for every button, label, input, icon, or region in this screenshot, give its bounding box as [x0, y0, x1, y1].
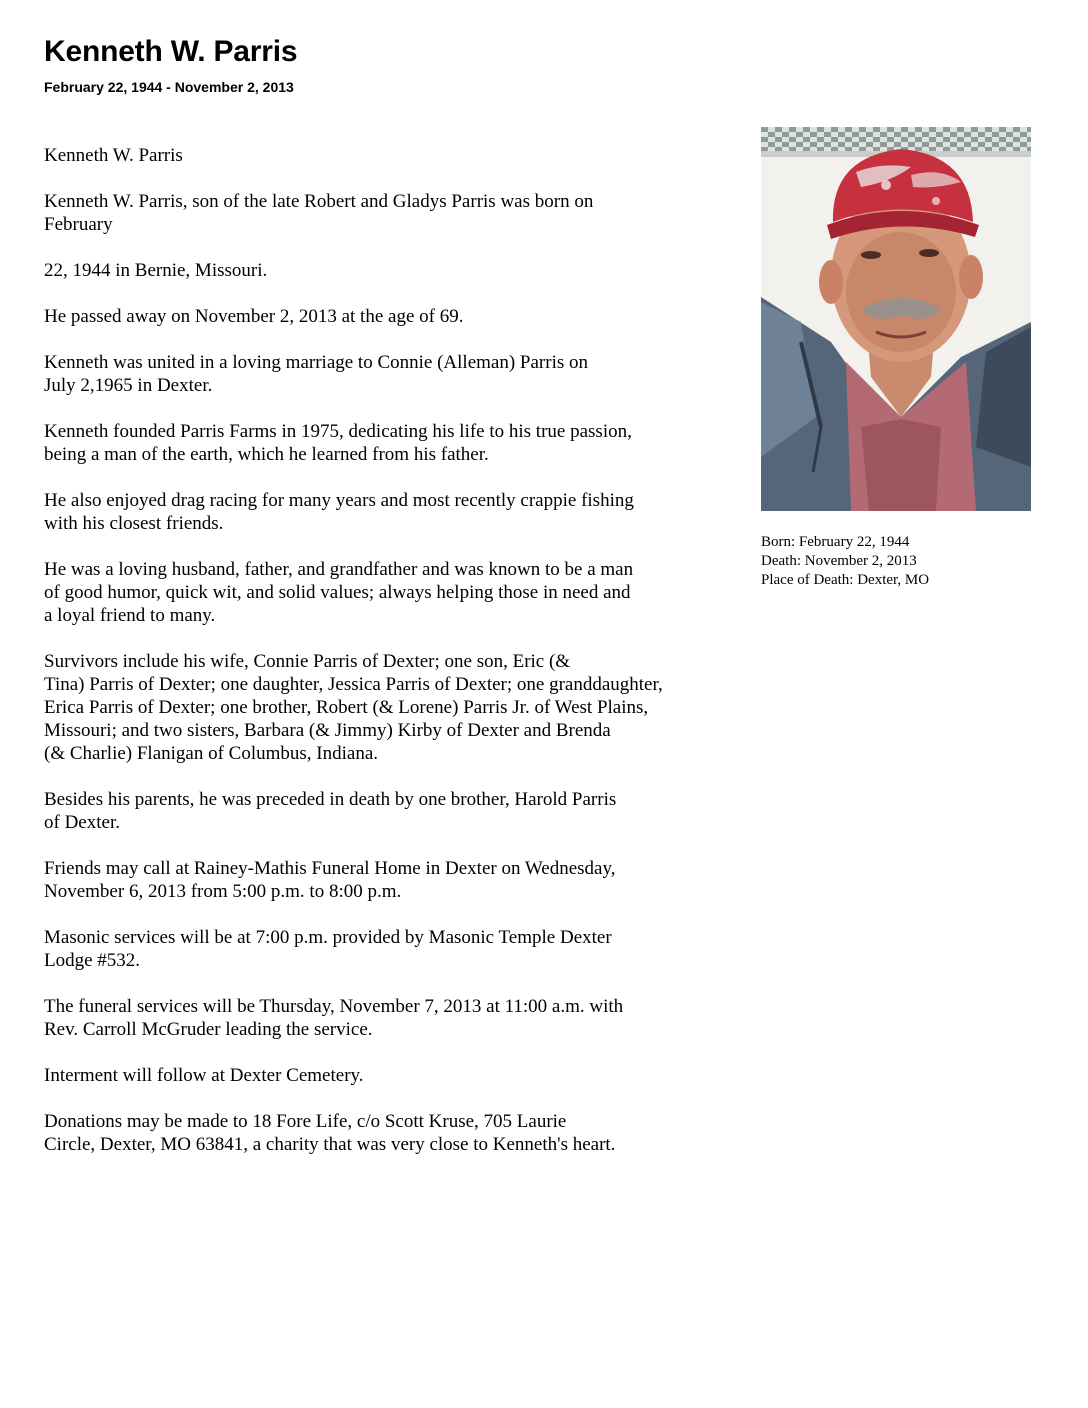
obituary-paragraph: Kenneth was united in a loving marriage to Connie (Alleman) Parris on July 2,1965 in Dexter. — [44, 352, 589, 396]
obituary-paragraph: Survivors include his wife, Connie Parris of Dexter; one son, Eric (& Tina) Parris of Dexter; one daughter, Jessica Parris of Dexter; one granddaughter, Erica Parris of Dexter; one brother, Robert (& Lorene) Parris Jr. of West Plains, Missouri; and two sisters, Barbara (& Jimmy) Kirby of Dexter and Brenda (& Charlie) Flanigan of Columbus, Indiana. — [44, 651, 663, 764]
obituary-paragraph: He also enjoyed drag racing for many years and most recently crappie fishing with his closest friends. — [44, 490, 634, 534]
obituary-paragraph: Donations may be made to 18 Fore Life, c/o Scott Kruse, 705 Laurie Circle, Dexter, MO 63841, a charity that was very close to Kenneth's heart. — [44, 1111, 616, 1155]
obituary-paragraph: Kenneth W. Parris, son of the late Robert and Gladys Parris was born on February — [44, 191, 594, 235]
life-facts — [761, 533, 929, 590]
portrait-photo — [761, 127, 1031, 511]
obituary-paragraph: Kenneth W. Parris — [44, 145, 183, 166]
obituary-paragraph: He was a loving husband, father, and grandfather and was known to be a man of good humor, quick wit, and solid values; always helping those in need and a loyal friend to many. — [44, 559, 634, 626]
obituary-body — [44, 144, 754, 1179]
life-date-range: February 22, 1944 - November 2, 2013 — [44, 79, 294, 95]
place-of-death: Place of Death: Dexter, MO — [761, 572, 930, 588]
obituary-paragraph: The funeral services will be Thursday, November 7, 2013 at 11:00 a.m. with Rev. Carroll McGruder leading the service. — [44, 996, 624, 1040]
obituary-paragraph: Interment will follow at Dexter Cemetery. — [44, 1065, 364, 1086]
obituary-paragraph: 22, 1944 in Bernie, Missouri. — [44, 260, 268, 281]
obituary-paragraph: Besides his parents, he was preceded in death by one brother, Harold Parris of Dexter. — [44, 789, 617, 833]
obituary-paragraph: Kenneth founded Parris Farms in 1975, dedicating his life to his true passion, being a man of the earth, which he learned from his father. — [44, 421, 632, 465]
born-date: Born: February 22, 1944 — [761, 534, 910, 550]
obituary-title: Kenneth W. Parris — [44, 35, 298, 68]
obituary-paragraph: Friends may call at Rainey-Mathis Funeral Home in Dexter on Wednesday, November 6, 2013 from 5:00 p.m. to 8:00 p.m. — [44, 858, 616, 902]
death-date: Death: November 2, 2013 — [761, 553, 917, 569]
obituary-paragraph: He passed away on November 2, 2013 at the age of 69. — [44, 306, 464, 327]
obituary-paragraph: Masonic services will be at 7:00 p.m. provided by Masonic Temple Dexter Lodge #532. — [44, 927, 612, 971]
